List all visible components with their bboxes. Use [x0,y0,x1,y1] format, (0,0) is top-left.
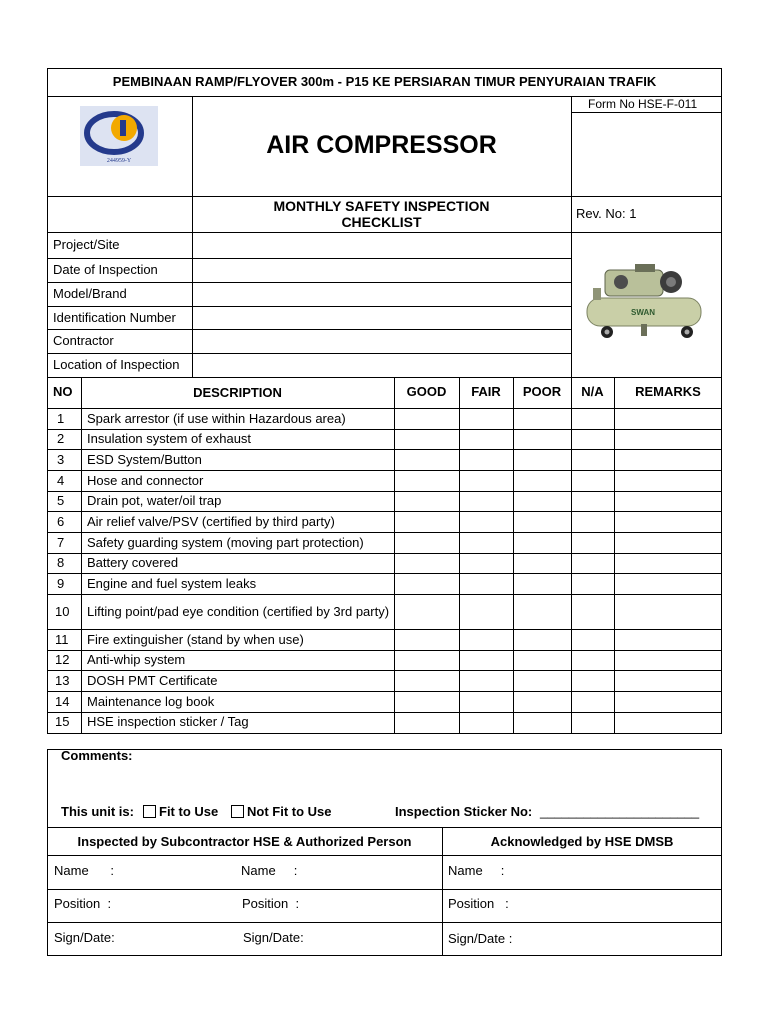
authorized-position-field[interactable]: Position : [242,896,300,911]
row-divider [47,691,722,692]
item-description: Drain pot, water/oil trap [87,493,222,508]
item-description: Air relief valve/PSV (certified by third party) [87,514,335,529]
column-header-fair: FAIR [471,384,501,399]
item-number: 9 [57,576,65,591]
divider [47,232,722,233]
row-divider [47,629,722,630]
row-divider [47,650,722,651]
page-title: AIR COMPRESSOR [266,131,497,159]
item-description: Anti-whip system [87,652,186,667]
item-number: 7 [57,535,65,550]
inspector-position-field[interactable]: Position : [54,896,112,911]
row-divider [47,429,722,430]
column-header-poor: POOR [522,384,562,399]
acknowledged-by-header: Acknowledged by HSE DMSB [490,834,674,849]
column-header-good: GOOD [406,384,447,399]
column-divider [81,377,82,734]
comments-label: Comments: [61,748,133,763]
authorized-sign-date-field[interactable]: Sign/Date: [243,930,304,945]
item-description: Lifting point/pad eye condition (certified by 3rd party) [87,604,390,619]
info-label-model: Model/Brand [53,286,127,301]
not-fit-to-use-checkbox[interactable] [231,805,244,818]
hse-sign-date-field[interactable]: Sign/Date : [448,931,513,946]
divider [47,282,572,283]
company-logo-icon [80,106,158,166]
air-compressor-icon [583,260,705,344]
hse-name-field[interactable]: Name : [448,863,505,878]
item-number: 6 [57,514,65,529]
inspector-sign-date-field[interactable]: Sign/Date: [54,930,115,945]
row-divider [47,532,722,533]
column-header-description: DESCRIPTION [193,385,282,400]
divider [47,353,572,354]
item-description: Hose and connector [87,473,204,488]
form-number: Form No HSE-F-011 [588,97,698,111]
divider [47,196,722,197]
divider [47,258,572,259]
info-field-date[interactable] [198,262,566,280]
inspector-name-field[interactable]: Name : [54,863,114,878]
revision-number: Rev. No: 1 [576,206,637,221]
not-fit-to-use-label: Not Fit to Use [247,804,332,819]
divider [571,96,572,378]
divider [47,855,722,856]
item-number: 2 [57,431,65,446]
column-divider [614,377,615,734]
divider [47,306,572,307]
row-divider [47,553,722,554]
item-description: ESD System/Button [87,452,202,467]
comments-field[interactable] [61,766,711,796]
column-divider [459,377,460,734]
fit-to-use-label: Fit to Use [159,804,219,819]
info-field-model[interactable] [198,286,566,304]
item-number: 13 [55,673,70,688]
column-header-no: NO [53,384,73,399]
row-divider [47,470,722,471]
item-number: 1 [57,411,65,426]
item-number: 4 [57,473,65,488]
column-header-na: N/A [581,384,604,399]
row-divider [47,712,722,713]
item-number: 11 [55,632,69,647]
row-divider [47,670,722,671]
divider [47,889,722,890]
item-number: 10 [55,604,70,619]
item-description: HSE inspection sticker / Tag [87,714,249,729]
item-description: Maintenance log book [87,694,215,709]
item-description: Fire extinguisher (stand by when use) [87,632,304,647]
project-title: PEMBINAAN RAMP/FLYOVER 300m - P15 KE PERSIARAN TIMUR PENYURAIAN TRAFIK [112,74,657,89]
item-description: Battery covered [87,555,179,570]
info-label-contractor: Contractor [53,333,114,348]
column-header-remarks: REMARKS [635,384,701,399]
row-divider [47,491,722,492]
info-field-contractor[interactable] [198,333,566,351]
row-divider [47,408,722,409]
column-divider [571,377,572,734]
column-divider [394,377,395,734]
row-divider [47,573,722,574]
item-description: Engine and fuel system leaks [87,576,257,591]
info-label-location: Location of Inspection [53,357,180,372]
fit-to-use-checkbox[interactable] [143,805,156,818]
divider [571,112,722,113]
info-label-project: Project/Site [53,237,120,252]
info-field-project[interactable] [198,237,566,255]
air-compressor-image [583,260,705,344]
item-number: 14 [55,694,70,709]
item-description: Insulation system of exhaust [87,431,252,446]
column-divider [513,377,514,734]
row-divider [47,594,722,595]
fit-to-use-option[interactable] [143,804,218,820]
company-logo [80,106,158,166]
svg-text:244959-Y: 244959-Y [106,158,132,164]
hse-position-field[interactable]: Position : [448,896,509,911]
item-number: 8 [57,555,65,570]
item-number: 5 [57,493,65,508]
info-label-id: Identification Number [53,310,176,325]
item-number: 15 [55,714,70,729]
divider [47,827,722,828]
row-divider [47,511,722,512]
item-description: Safety guarding system (moving part protection) [87,535,364,550]
item-number: 12 [55,652,70,667]
svg-text:SWAN: SWAN [631,308,655,317]
sticker-number-field[interactable]: ______________________ [540,804,700,819]
divider [47,922,722,923]
sticker-number-label: Inspection Sticker No: [395,804,533,819]
item-number: 3 [57,452,65,467]
unit-status-label: This unit is: [61,804,134,819]
row-divider [47,449,722,450]
not-fit-to-use-option[interactable] [231,804,332,820]
inspected-by-header: Inspected by Subcontractor HSE & Authorized Person [77,834,412,849]
info-field-location[interactable] [198,357,566,375]
item-description: Spark arrestor (if use within Hazardous area) [87,411,346,426]
subtitle-line-2: CHECKLIST [341,214,422,230]
info-field-id[interactable] [198,310,566,328]
authorized-name-field[interactable]: Name : [241,863,298,878]
info-label-date: Date of Inspection [53,262,158,277]
divider [47,329,572,330]
item-description: DOSH PMT Certificate [87,673,218,688]
subtitle-line-1: MONTHLY SAFETY INSPECTION [273,198,490,214]
